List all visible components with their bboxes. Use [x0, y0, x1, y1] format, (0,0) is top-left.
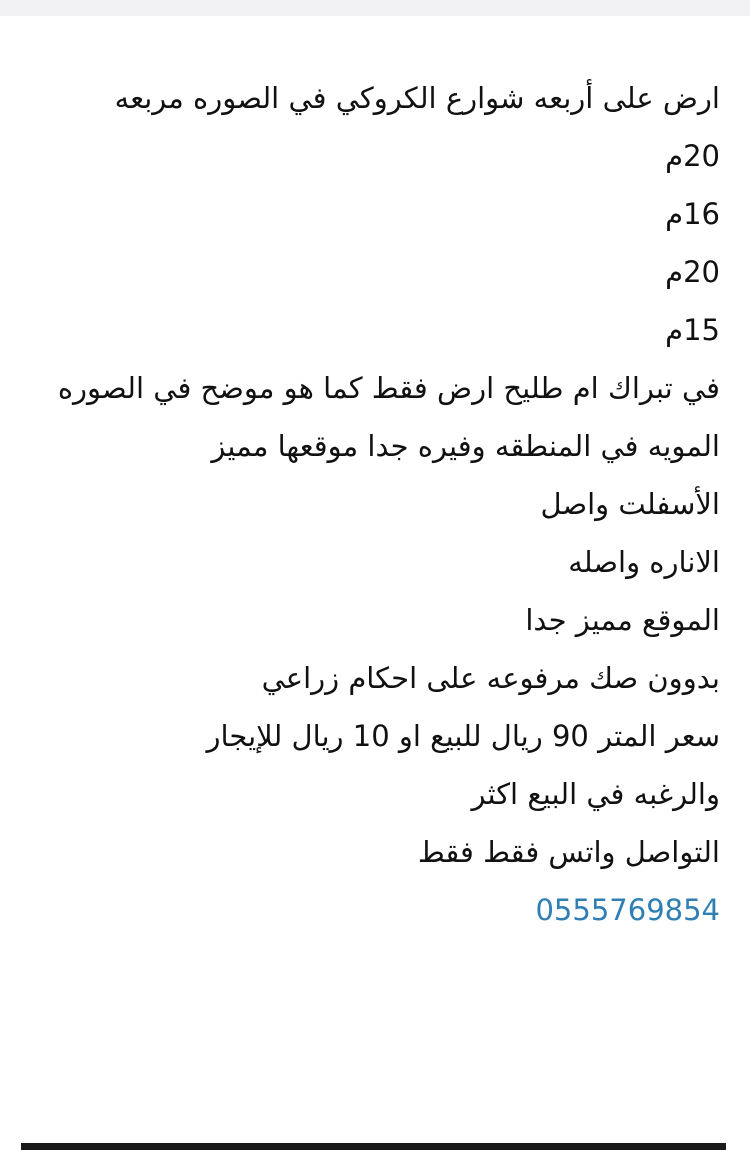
dimension-line: 15م [665, 313, 720, 347]
contact-line: التواصل واتس فقط فقط [417, 835, 720, 869]
description-line: بدوون صك مرفوعه على احكام زراعي [261, 661, 720, 695]
description-line: الموقع مميز جدا [525, 603, 720, 637]
dimension-line: 20م [665, 139, 720, 173]
description-line: المويه في المنطقه وفيره جدا موقعها مميز [211, 429, 720, 463]
dimension-line: 20م [665, 255, 720, 289]
description-line: ارض على أربعه شوارع الكروكي في الصوره مربعه [114, 81, 720, 115]
listing-description [30, 78, 720, 930]
price-line: سعر المتر 90 ريال للبيع او 10 ريال للإيجار [206, 719, 720, 753]
bottom-edge-bar [21, 1143, 726, 1150]
description-line: والرغبه في البيع اكثر [471, 777, 720, 811]
phone-number-link[interactable]: 0555769854 [535, 893, 720, 927]
dimension-line: 16م [665, 197, 720, 231]
description-line: الاناره واصله [568, 545, 720, 579]
description-line: في تبراك ام طليح ارض فقط كما هو موضح في الصوره [57, 371, 720, 405]
top-status-strip [0, 0, 750, 16]
description-line: الأسفلت واصل [540, 487, 720, 521]
